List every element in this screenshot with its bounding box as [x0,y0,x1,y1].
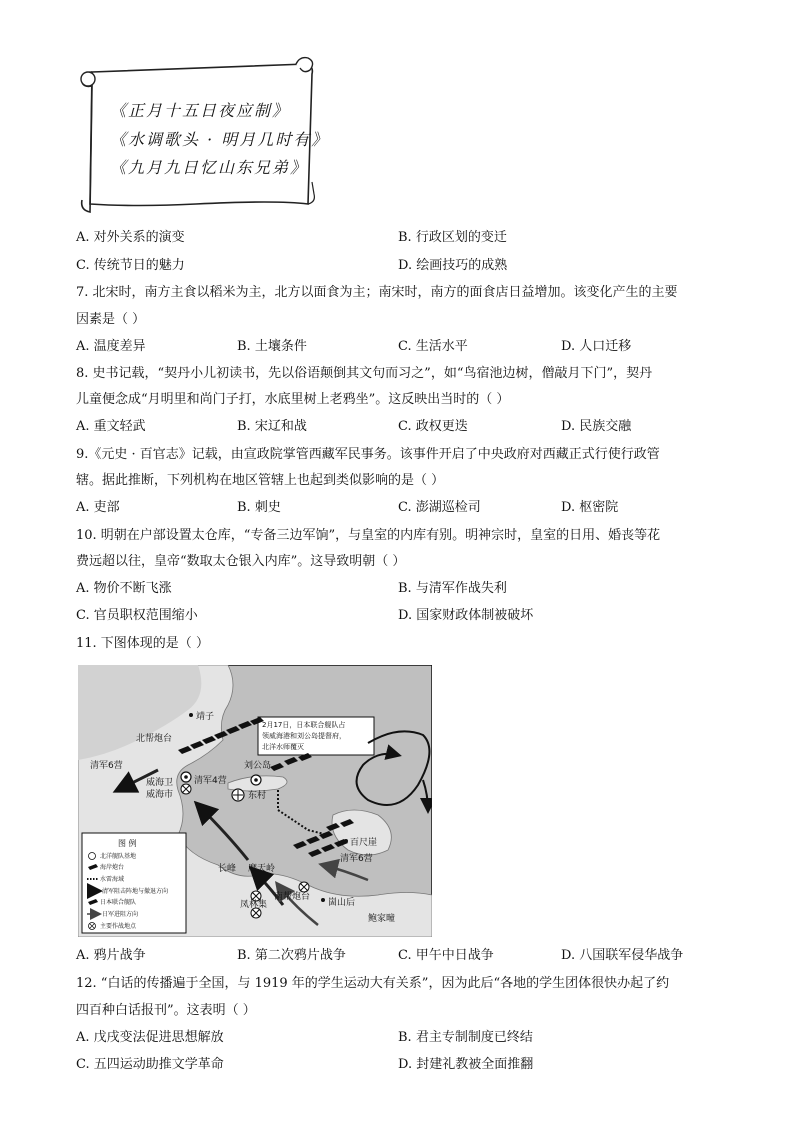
q11-option-c[interactable]: C. 甲午中日战争 [398,948,494,963]
map-label-qingjun6-right: 清军6营 [340,854,373,864]
q7-option-c[interactable]: C. 生活水平 [398,339,468,354]
q9-option-a[interactable]: A. 吏部 [76,500,120,515]
q7-option-d[interactable]: D. 人口迁移 [561,339,632,354]
q10-stem-line-1: 10. 明朝在户部设置太仓库，“专备三边军饷”，与皇室的内库有别。明神宗时，皇室的日用、婚丧等花 [76,528,661,543]
legend-title: 图 例 [118,839,137,848]
scroll-line-3: 《九月九日忆山东兄弟》 [110,158,309,177]
legend-item-5: 日本联合舰队 [100,899,137,906]
map-label-baojiafu: 鲍家疃 [368,914,396,924]
q10-stem-line-2: 费远超以往，皇帝“数取太仓银入内库”。这导致明朝（ ） [76,554,406,569]
q8-option-a[interactable]: A. 重文轻武 [76,419,146,434]
q8-option-b[interactable]: B. 宋辽和战 [237,419,307,434]
q8-stem-line-1: 8. 史书记载，“契丹小儿初读书，先以俗语颠倒其文句而习之”，如“鸟宿池边树，僧敲月下门”，契丹 [76,366,653,381]
q9-stem-line-1: 9.《元史 · 百官志》记载，由宣政院掌管西藏军民事务。该事件开启了中央政府对西藏正式行使行政管 [76,447,660,462]
q9-option-b[interactable]: B. 刺史 [237,500,281,515]
map-label-zhizi: 靖子 [196,712,215,722]
map-label-qingjun6-left: 清军6营 [90,761,123,771]
q6-option-a[interactable]: A. 对外关系的演变 [76,230,185,245]
legend-item-6: 日军进阻方向 [102,911,139,918]
q12-stem-line-1: 12. “白话的传播遍于全国，与 1919 年的学生运动大有关系”，因为此后“各地的学生团体很快办起了约 [76,976,670,991]
map-annotation-line-3: 北洋水师覆灭 [262,743,304,751]
map-label-liugongdao: 刘公岛 [244,761,272,771]
q10-option-a[interactable]: A. 物价不断飞涨 [76,581,172,596]
weihaiwei-battle-map [78,665,432,937]
scroll-line-2: 《水调歌头 · 明月几时有》 [110,130,330,149]
q11-option-a[interactable]: A. 鸦片战争 [76,948,146,963]
map-label-changfeng: 长峰 [218,864,237,874]
q10-option-d[interactable]: D. 国家财政体制被破坏 [398,608,534,623]
legend-item-4: 清军阻击阵地与撤退方向 [102,888,169,895]
q8-stem-line-2: 儿童便念成“月明里和尚门子打，水底里树上老鸦坐”。这反映出当时的（ ） [76,392,510,407]
q7-stem-line-2: 因素是（ ） [76,312,146,327]
q10-option-b[interactable]: B. 与清军作战失利 [398,581,507,596]
map-annotation-line-1: 2月17日，日本联合舰队占 [262,721,346,729]
q6-option-c[interactable]: C. 传统节日的魅力 [76,258,185,273]
map-label-lushanhou: 崮山后 [328,898,356,908]
map-label-nanbang-battery: 南帮炮台 [274,892,311,902]
map-legend [82,833,186,933]
map-label-qingjun4: 清军4营 [194,776,227,786]
legend-item-2: 海岸炮台 [100,864,125,871]
q7-option-b[interactable]: B. 土壤条件 [237,339,307,354]
q11-option-d[interactable]: D. 八国联军侵华战争 [561,948,684,963]
legend-item-7: 主要作战地点 [100,923,137,930]
q9-option-d[interactable]: D. 枢密院 [561,500,619,515]
q8-option-c[interactable]: C. 政权更迭 [398,419,468,434]
map-label-baichiya: 百尺崖 [350,838,378,848]
map-label-dongcun: 东村 [248,791,267,801]
q11-option-b[interactable]: B. 第二次鸦片战争 [237,948,346,963]
q10-option-c[interactable]: C. 官员职权范围缩小 [76,608,198,623]
map-label-weihaiwei: 威海卫 [146,778,174,788]
scroll-line-1: 《正月十五日夜应制》 [110,101,291,120]
q6-option-b[interactable]: B. 行政区划的变迁 [398,230,507,245]
map-label-fenglinji: 凤林集 [240,900,268,910]
q6-option-d[interactable]: D. 绘画技巧的成熟 [398,258,508,273]
q12-option-d[interactable]: D. 封建礼教被全面推翻 [398,1057,534,1072]
q9-stem-line-2: 辖。据此推断，下列机构在地区管辖上也起到类似影响的是（ ） [76,473,445,488]
q9-option-c[interactable]: C. 澎湖巡检司 [398,500,481,515]
legend-item-1: 北洋舰队基地 [100,853,137,860]
q12-stem-line-2: 四百种白话报刊”。这表明（ ） [76,1003,256,1018]
q8-option-d[interactable]: D. 民族交融 [561,419,632,434]
map-label-motianling: 摩天岭 [248,864,276,874]
legend-item-3: 水雷海域 [100,876,125,883]
map-label-beibang-battery: 北帮炮台 [136,734,173,744]
q12-option-c[interactable]: C. 五四运动助推文学革命 [76,1057,224,1072]
map-label-weihaishi: 威海市 [146,790,174,800]
q12-option-a[interactable]: A. 戊戌变法促进思想解放 [76,1030,224,1045]
map-annotation-line-2: 领威海港和刘公岛提督府， [262,732,346,740]
q7-option-a[interactable]: A. 温度差异 [76,339,146,354]
q12-option-b[interactable]: B. 君主专制制度已终结 [398,1030,533,1045]
q11-stem: 11. 下图体现的是（ ） [76,636,209,651]
q7-stem-line-1: 7. 北宋时，南方主食以稻米为主，北方以面食为主；南宋时，南方的面食店日益增加。该变化产生的主要 [76,285,678,300]
